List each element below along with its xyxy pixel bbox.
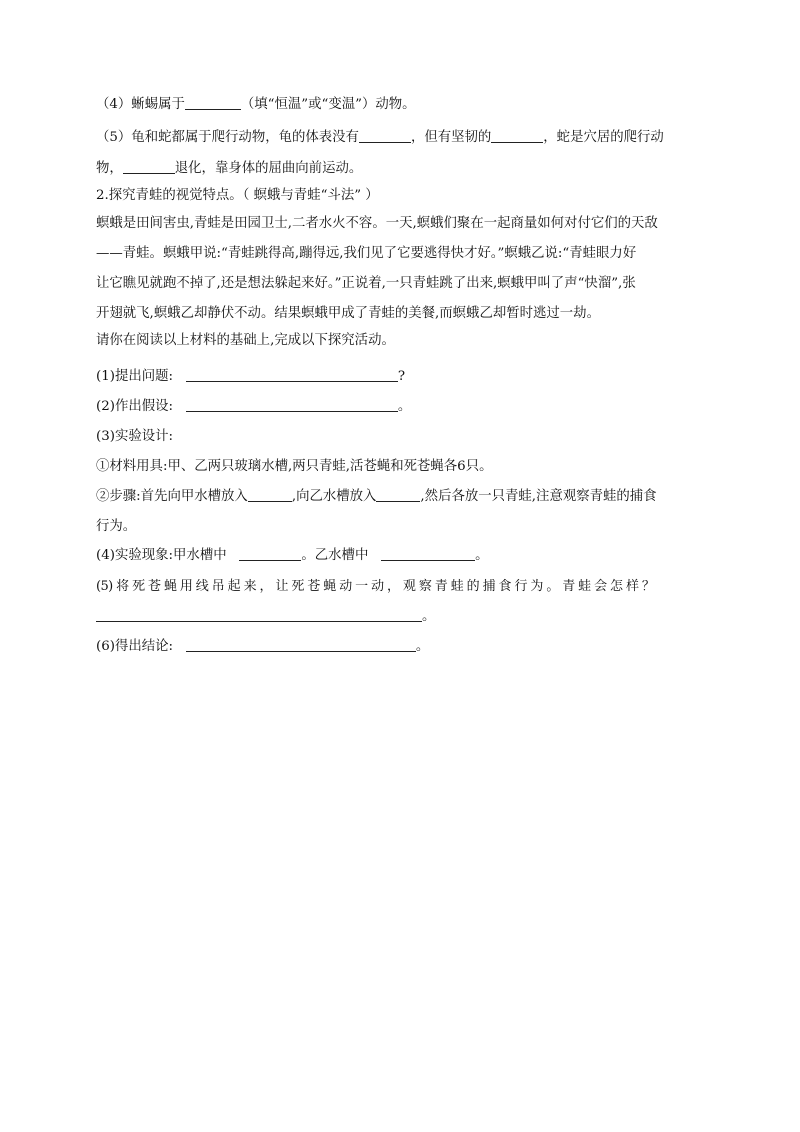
step-3-procedure-line-1 [96, 486, 716, 508]
story-line-4: 开翅就飞,螟蛾乙却静伏不动。结果螟蛾甲成了青蛙的美餐,而螟蛾乙却暂时逃过一劫。 [96, 306, 600, 321]
step-3-procedure-line-2: 行为。 [96, 519, 137, 534]
step-4-blank-1[interactable] [239, 546, 301, 561]
step-6-blank[interactable] [186, 637, 416, 652]
q4-prefix: （4）蜥蜴属于 [96, 97, 185, 112]
step-5-text: (5) 将 死 苍 蝇 用 线 吊 起 来 ， 让 死 苍 蝇 动 一 动 ， 观 察 青 蛙 的 捕 食 行 为 。 青 蛙 会 怎 样 ？ [96, 579, 655, 594]
q5-blank-3[interactable] [123, 159, 175, 174]
q5-text-b: ，但有坚韧的 [410, 130, 492, 145]
procedure-text-b: ,向乙水槽放入 [291, 489, 377, 504]
q4-suffix: （填“恒温”或“变温”）动物。 [240, 97, 416, 112]
story-line-2: ——青蛙。螟蛾甲说:“青蛙跳得高,蹦得远,我们见了它要逃得快才好。”螟蛾乙说:“青蛙眼力好 [96, 246, 637, 261]
step-4-suffix: 。 [475, 548, 489, 563]
step-3-label: (3)实验设计: [96, 429, 174, 444]
q4-blank[interactable] [185, 95, 241, 110]
question-5-line-2 [96, 158, 716, 180]
step-2-label: (2)作出假设: [96, 399, 174, 414]
step-2 [96, 396, 716, 418]
step-4-mid: 。乙水槽中 [301, 548, 369, 563]
step-3-materials: ①材料用具:甲、乙两只玻璃水槽,两只青蛙,活苍蝇和死苍蝇各6只。 [96, 459, 493, 474]
q5-text-c: ，蛇是穴居的爬行动 [543, 130, 664, 145]
q5-text-e: 退化，靠身体的屈曲向前运动。 [174, 161, 363, 176]
q5-text-a: （5）龟和蛇都属于爬行动物，龟的体表没有 [96, 130, 359, 145]
step-6 [96, 636, 716, 658]
question-5-line-1 [96, 127, 716, 149]
step-5-answer [96, 606, 716, 628]
step-2-suffix: 。 [397, 399, 412, 414]
instruction: 请你在阅读以上材料的基础上,完成以下探究活动。 [96, 333, 395, 348]
step-1-suffix: ? [397, 369, 406, 384]
procedure-text-a: ②步骤:首先向甲水槽放入 [96, 489, 248, 504]
question-2-title: 2.探究青蛙的视觉特点。（ 螟蛾与青蛙“斗法” ） [96, 188, 379, 203]
q5-blank-1[interactable] [359, 128, 411, 143]
step-4-blank-2[interactable] [381, 546, 475, 561]
procedure-blank-2[interactable] [376, 487, 420, 502]
step-6-label: (6)得出结论: [96, 639, 174, 654]
step-1-blank[interactable] [186, 367, 398, 382]
story-line-1: 螟蛾是田间害虫,青蛙是田园卫士,二者水火不容。一天,螟蛾们聚在一起商量如何对付它们的天敌 [96, 216, 658, 231]
step-1-label: (1)提出问题: [96, 369, 174, 384]
step-5-suffix: 。 [422, 609, 436, 624]
q5-text-d: 物， [96, 161, 123, 176]
step-1 [96, 366, 716, 388]
step-4-label: (4)实验现象:甲水槽中 [96, 548, 227, 563]
step-6-suffix: 。 [415, 639, 430, 654]
procedure-blank-1[interactable] [248, 487, 292, 502]
procedure-text-c: ,然后各放一只青蛙,注意观察青蛙的捕食 [420, 489, 657, 504]
question-4 [96, 94, 716, 116]
step-5-blank[interactable] [96, 607, 422, 622]
q5-blank-2[interactable] [491, 128, 543, 143]
step-4 [96, 545, 716, 567]
step-2-blank[interactable] [186, 397, 398, 412]
story-line-3: 让它瞧见就跑不掉了,还是想法躲起来好。”正说着,一只青蛙跳了出来,螟蛾甲叫了声“快溜”,张 [96, 276, 636, 291]
